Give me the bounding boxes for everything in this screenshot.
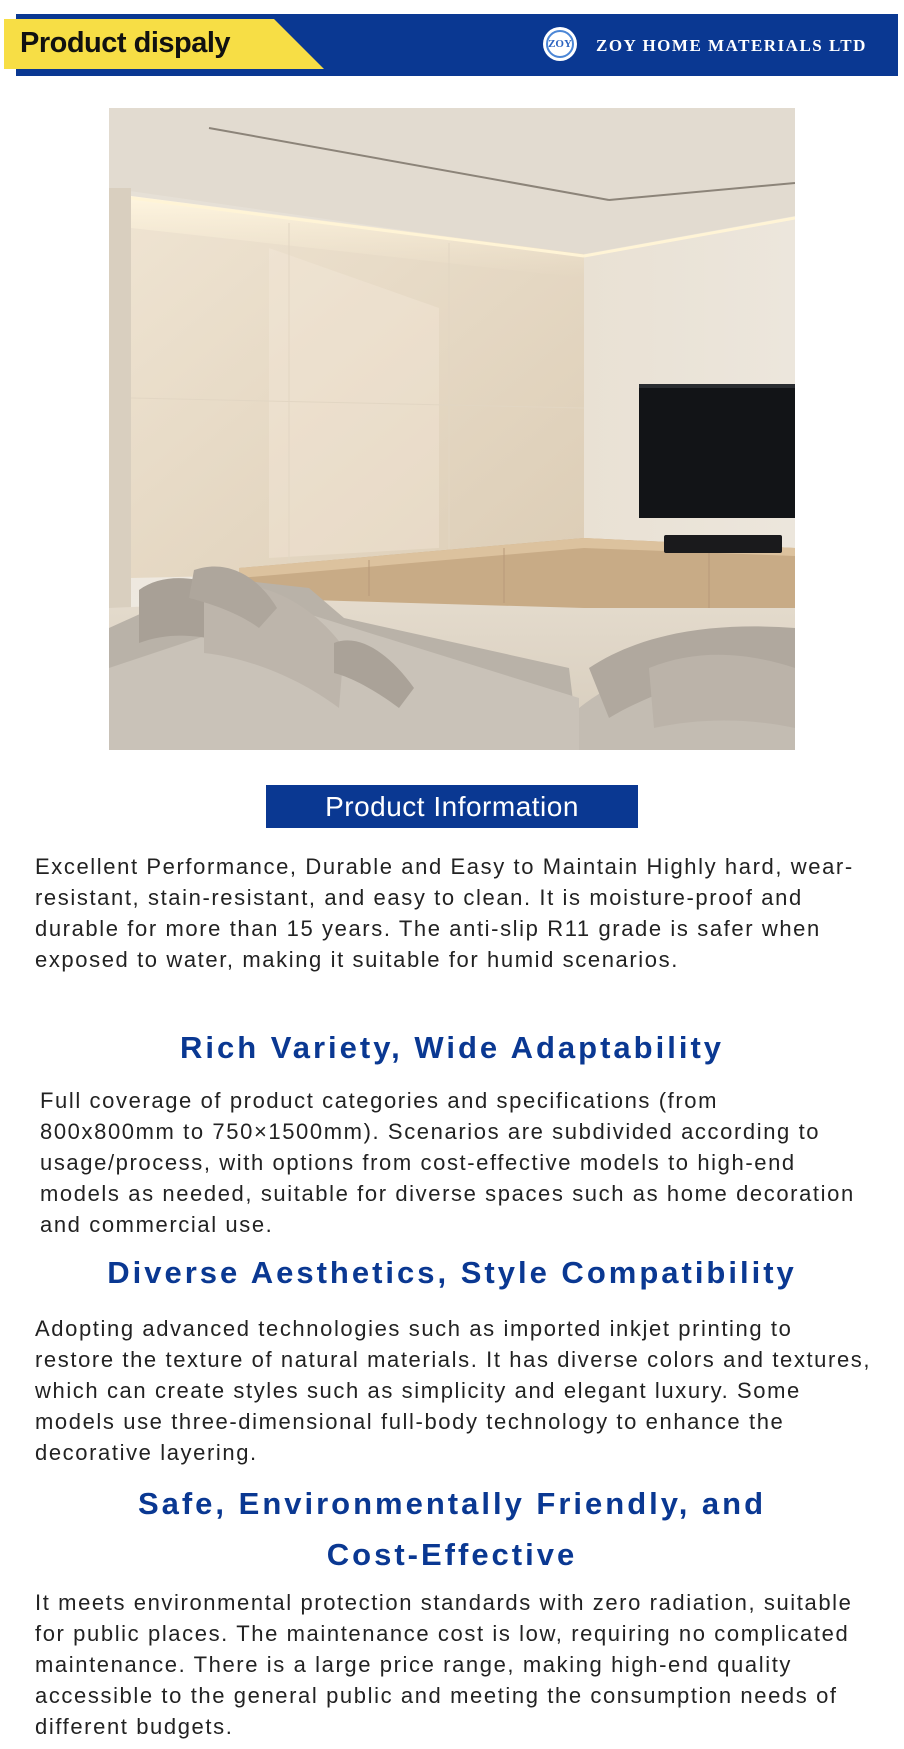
logo-text: ZOY <box>546 30 574 58</box>
feature-body-aesthetics: Adopting advanced technologies such as imported inkjet printing to restore the texture of natural materials. It has diverse colors and textures, which can create styles such as simplicity and elegant luxury. Some models use three-dimensional full-body technology to enhance the decorative layering. <box>35 1316 872 1465</box>
section-title: Product Information <box>266 785 638 828</box>
feature-body-safe: It meets environmental protection standards with zero radiation, suitable for public places. The maintenance cost is low, requiring no complicated maintenance. There is a large price range, making high-end quality accessible to the general public and meeting the consumption needs of different budgets. <box>35 1590 853 1739</box>
company-name: ZOY HOME MATERIALS LTD <box>596 36 867 55</box>
feature-heading-aesthetics: Diverse Aesthetics, Style Compatibility <box>107 1255 797 1290</box>
feature-heading-safe-line1: Safe, Environmentally Friendly, and <box>137 1486 767 1521</box>
intro-paragraph: Excellent Performance, Durable and Easy to Maintain Highly hard, wear-resistant, stain-resistant, and easy to clean. It is moisture-proof and durable for more than 15 years. The anti-slip R11 grade is safer when exposed to water, making it suitable for humid scenarios. <box>35 854 854 972</box>
product-photo <box>109 108 795 750</box>
feature-heading-variety: Rich Variety, Wide Adaptability <box>179 1030 725 1065</box>
living-room-illustration <box>109 108 795 750</box>
header-tab-label: Product dispaly <box>20 27 231 59</box>
feature-heading-safe-line2: Cost-Effective <box>326 1537 578 1572</box>
company-logo-icon <box>543 27 577 61</box>
feature-body-variety: Full coverage of product categories and specifications (from 800x800mm to 750×1500mm). Scenarios are subdivided according to usage/process, with options from cost-effective models to high-end models as needed, suitable for diverse spaces such as home decoration and commercial use. <box>40 1088 855 1237</box>
